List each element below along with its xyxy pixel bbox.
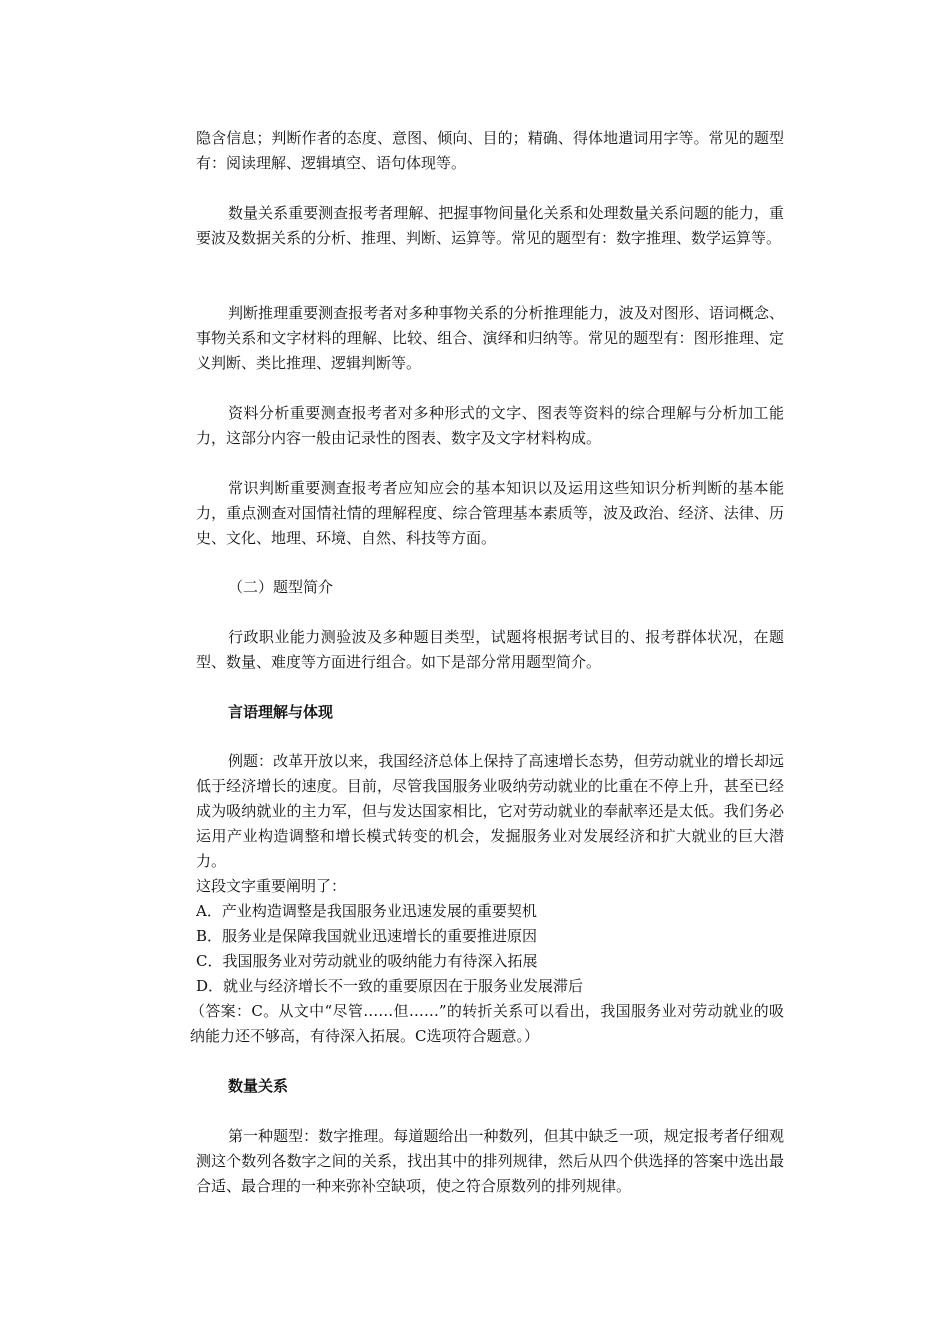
- verbal-answer-explanation: （答案：C。从文中“尽管……但……”的转折关系可以看出，我国服务业对劳动就业的吸纳能力还不够高，有待深入拓展。C选项符合题意。）: [190, 1002, 784, 1045]
- option-b: B．服务业是保障我国就业迅速增长的重要推进原因: [196, 927, 538, 945]
- quantity-description-paragraph: 数量关系重要测查报考者理解、把握事物间量化关系和处理数量关系问题的能力，重要波及数据关系的分析、推理、判断、运算等。常见的题型有：数字推理、数学运算等。: [196, 204, 784, 247]
- option-c: C．我国服务业对劳动就业的吸纳能力有待深入拓展: [196, 952, 538, 970]
- option-d: D．就业与经济增长不一致的重要原因在于服务业发展滞后: [196, 977, 584, 995]
- quantity-section-heading: 数量关系: [228, 1077, 289, 1095]
- number-series-description-paragraph: 第一种题型：数字推理。每道题给出一种数列，但其中缺乏一项，规定报考者仔细观测这个数列各数字之间的关系，找出其中的排列规律，然后从四个供选择的答案中选出最合适、最合理的一种来弥补空缺项，使之符合原数列的排列规律。: [196, 1127, 784, 1195]
- section-two-heading: （二）题型简介: [228, 578, 334, 596]
- verbal-question: 这段文字重要阐明了：: [196, 877, 347, 895]
- option-a: A．产业构造调整是我国服务业迅速发展的重要契机: [196, 902, 537, 920]
- verbal-example-block: [196, 749, 784, 999]
- section-two-intro-paragraph: 行政职业能力测验波及多种题目类型，试题将根据考试目的、报考群体状况，在题型、数量、难度等方面进行组合。如下是部分常用题型简介。: [196, 628, 784, 671]
- reasoning-description-paragraph: 判断推理重要测查报考者对多种事物关系的分析推理能力，波及对图形、语词概念、事物关系和文字材料的理解、比较、组合、演绎和归纳等。常见的题型有：图形推理、定义判断、类比推理、逻辑判断等。: [196, 304, 784, 372]
- verbal-section-heading: 言语理解与体现: [228, 703, 334, 721]
- verbal-example-paragraph: 例题：改革开放以来，我国经济总体上保持了高速增长态势，但劳动就业的增长却远低于经济增长的速度。目前，尽管我国服务业吸纳劳动就业的比重在不停上升，甚至已经成为吸纳就业的主力军，但与发达国家相比，它对劳动就业的奉献率还是太低。我们务必运用产业构造调整和增长模式转变的机会，发掘服务业对发展经济和扩大就业的巨大潜力。: [196, 752, 784, 870]
- data-analysis-description-paragraph: 资料分析重要测查报考者对多种形式的文字、图表等资料的综合理解与分析加工能力，这部分内容一般由记录性的图表、数字及文字材料构成。: [196, 404, 784, 447]
- intro-paragraph-continued: 隐含信息；判断作者的态度、意图、倾向、目的；精确、得体地遣词用字等。常见的题型有：阅读理解、逻辑填空、语句体现等。: [196, 129, 784, 172]
- common-sense-description-paragraph: 常识判断重要测查报考者应知应会的基本知识以及运用这些知识分析判断的基本能力，重点测查对国情社情的理解程度、综合管理基本素质等，波及政治、经济、法律、历史、文化、地理、环境、自然、科技等方面。: [196, 479, 784, 547]
